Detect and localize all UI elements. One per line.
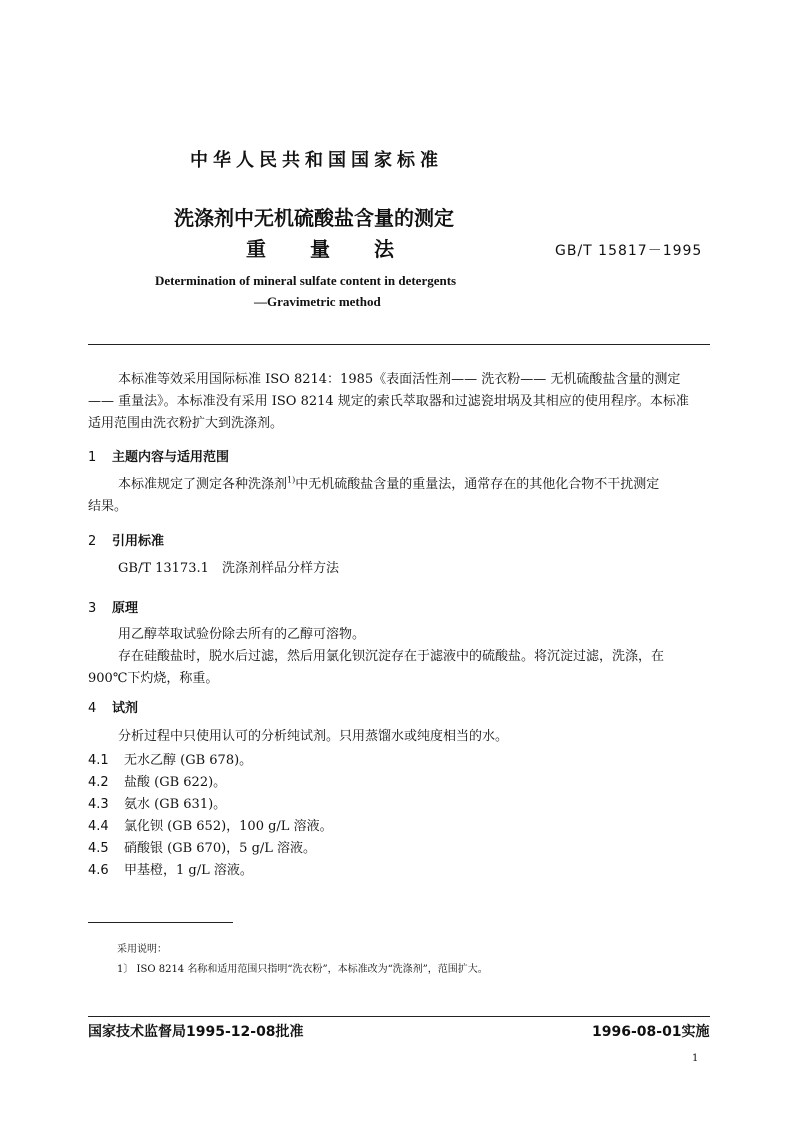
english-title-line-2: —Gravimetric method (254, 294, 381, 309)
reagent-text: 硝酸银 (GB 670)，5 g/L 溶液。 (124, 841, 317, 856)
reagent-item (88, 815, 333, 834)
reference-code: GB/T 13173.1 (118, 561, 209, 576)
section-2-number: 2 (88, 534, 97, 549)
intro-line-2: —— 重量法》。本标准没有采用 ISO 8214 规定的索氏萃取器和过滤瓷坩埚及其相应的使用程序。本标准 (88, 394, 689, 409)
section-2-heading (88, 530, 164, 549)
footnote-label: 采用说明： (117, 944, 167, 955)
approval-date: 国家技术监督局1995-12-08批准 (88, 1024, 304, 1040)
header-divider (88, 344, 710, 345)
section-1-text-line-2: 结果。 (88, 499, 128, 514)
reagent-item (88, 749, 252, 768)
reagent-text: 甲基橙，1 g/L 溶液。 (124, 863, 253, 878)
reference-standard (118, 558, 339, 580)
reagent-number: 4.4 (88, 819, 109, 834)
footnote-ref-1: 1) (287, 475, 296, 485)
reagent-item (88, 859, 253, 878)
national-standard-heading: 中华人民共和国国家标准 (190, 150, 443, 171)
section-2-title: 引用标准 (112, 534, 165, 549)
standard-code: GB/T 15817－1995 (555, 243, 703, 259)
section-1-title: 主题内容与适用范围 (112, 450, 230, 465)
intro-line-1: 本标准等效采用国际标准 ISO 8214：1985《表面活性剂—— 洗衣粉—— 无机硫酸盐含量的测定 (118, 372, 681, 387)
reagent-text: 无水乙醇 (GB 678)。 (124, 753, 253, 768)
section-3-number: 3 (88, 601, 97, 616)
section-4-title: 试剂 (112, 701, 139, 716)
reagent-text: 氨水 (GB 631)。 (124, 797, 227, 812)
section-1-text-a: 本标准规定了测定各种洗涤剂 (118, 477, 288, 492)
footnote-divider (88, 922, 233, 923)
reagent-text: 氯化钡 (GB 652)，100 g/L 溶液。 (124, 819, 333, 834)
reagent-number: 4.6 (88, 863, 109, 878)
document-subtitle: 重量法 (246, 237, 438, 261)
section-3-title: 原理 (112, 601, 139, 616)
section-4-heading (88, 697, 138, 716)
section-1-text-line-1 (118, 474, 659, 496)
section-1-heading (88, 446, 229, 465)
reagent-item (88, 793, 226, 812)
page-number: 1 (692, 1053, 699, 1064)
reagent-text: 盐酸 (GB 622)。 (124, 775, 227, 790)
document-title: 洗涤剂中无机硫酸盐含量的测定 (174, 206, 454, 230)
section-3-paragraph-1: 用乙醇萃取试验份除去所有的乙醇可溶物。 (118, 627, 366, 642)
reference-title: 洗涤剂样品分样方法 (222, 561, 340, 576)
section-3-heading (88, 597, 138, 616)
reagent-item (88, 837, 316, 856)
english-title-line-1: Determination of mineral sulfate content in detergents (155, 273, 457, 288)
effective-date: 1996-08-01实施 (592, 1024, 710, 1040)
reagent-number: 4.5 (88, 841, 109, 856)
section-1-text-b: 中无机硫酸盐含量的重量法，通常存在的其他化合物不干扰测定 (295, 477, 660, 492)
section-3-paragraph-2-line-2: 900℃下灼烧，称重。 (88, 671, 219, 686)
reagent-number: 4.3 (88, 797, 109, 812)
section-3-paragraph-2-line-1: 存在硅酸盐时，脱水后过滤，然后用氯化钡沉淀存在于滤液中的硫酸盐。将沉淀过滤，洗涤，在 (118, 649, 665, 664)
footer-divider (88, 1016, 710, 1017)
footnote-text: 1〕 ISO 8214 名称和适用范围只指明“洗衣粉”，本标准改为“洗涤剂”，范围扩大。 (117, 964, 488, 975)
reagent-number: 4.2 (88, 775, 109, 790)
reagent-number: 4.1 (88, 753, 109, 768)
intro-line-3: 适用范围由洗衣粉扩大到洗涤剂。 (88, 416, 284, 431)
section-4-paragraph-1: 分析过程中只使用认可的分析纯试剂。只用蒸馏水或纯度相当的水。 (118, 729, 509, 744)
section-1-number: 1 (88, 450, 97, 465)
section-4-number: 4 (88, 701, 97, 716)
reagent-item (88, 771, 226, 790)
